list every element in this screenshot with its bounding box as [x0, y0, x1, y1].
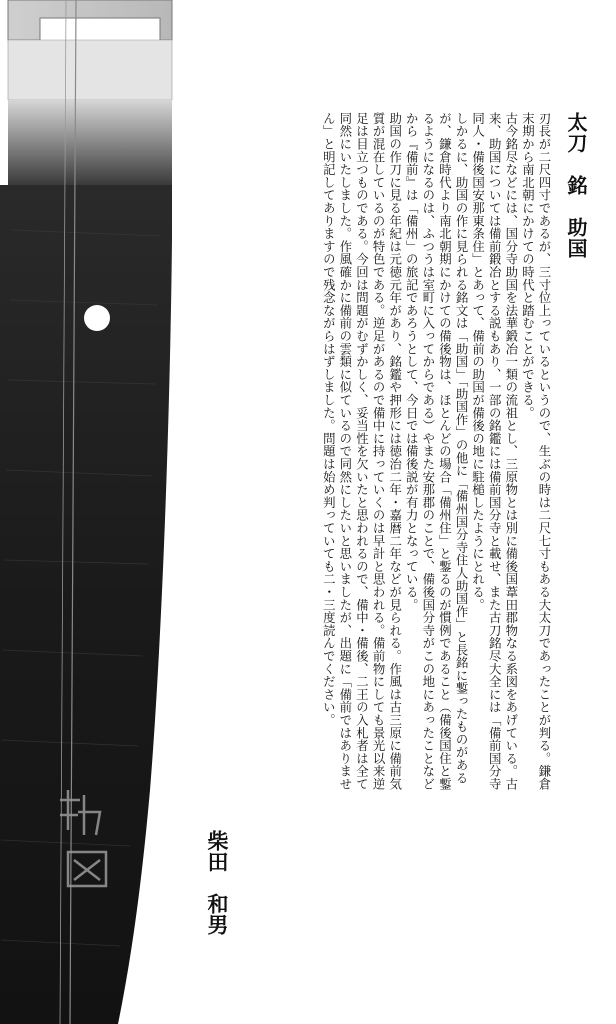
article-body — [222, 112, 552, 792]
sword-photograph — [0, 0, 240, 1024]
paragraph: 助国の作刀に見る年紀は元徳元年があり、銘鑑や押形には徳治二年・嘉暦二年などが見られる。作風は古三原に備前気質が混在しているのが特色である。逆足があるので備中に持っていくのは早計と思われる。備前物にしても景光以来逆足は目立つものである。今回は問題がむずかしく、妥当性を欠いたと思われるので、備中・備後、二王の入札者は全て同然にいたしました。作風確かに備前の雲類に似ているので同然にしたいと思いましたが、出題に「備前ではありません」と明記してありますので残念ながらはずしました。問題は始め判っていても二・三度読んでください。 — [321, 112, 403, 791]
article-title: 太刀 銘 助国 — [564, 112, 588, 259]
paragraph: しかるに、助国の作に見られる銘文は「助国」「助国作」の他に「備州国分寺住人助国作」と長銘に鏨ったものがあるが、鎌倉時代より南北朝期にかけての備後物は、ほとんどの場合「備州住」と鏨るのが慣例であること（備後国住と鏨るようになるのは、ふつうは室町に入ってからである）やまた安那郡のことで、備後国分寺がこの地にあったことなどから『備前』は「備州」の旅記であろうとして、今日では備後説が有力となっている。 — [404, 112, 470, 791]
author-name: 柴田 和男 — [205, 830, 229, 935]
tang-nakago — [0, 185, 172, 1024]
paragraph: 古今銘尽などには、国分寺助国を法華鍛冶一類の流祖とし、三原物とは別に備後国葦田郡物なる系図をあげている。古来、助国については備前鍛冶とする説もあり、一部の銘鑑には備前国分寺と載せ、また古刀銘尽大全には「備前国分寺同人・備後国安那東条住」とあって、備前の助国が備後の地に駐槌したようにとれる。 — [470, 112, 519, 791]
blade-section — [8, 0, 172, 185]
paragraph: 刃長が二尺四寸であるが、三寸位上っているというので、生ぶの時は二尺七寸もある大太刀であったことが判る。鎌倉末期から南北朝にかけての時代と踏むことができる。 — [520, 112, 552, 791]
mekugi-ana-hole — [84, 305, 110, 331]
